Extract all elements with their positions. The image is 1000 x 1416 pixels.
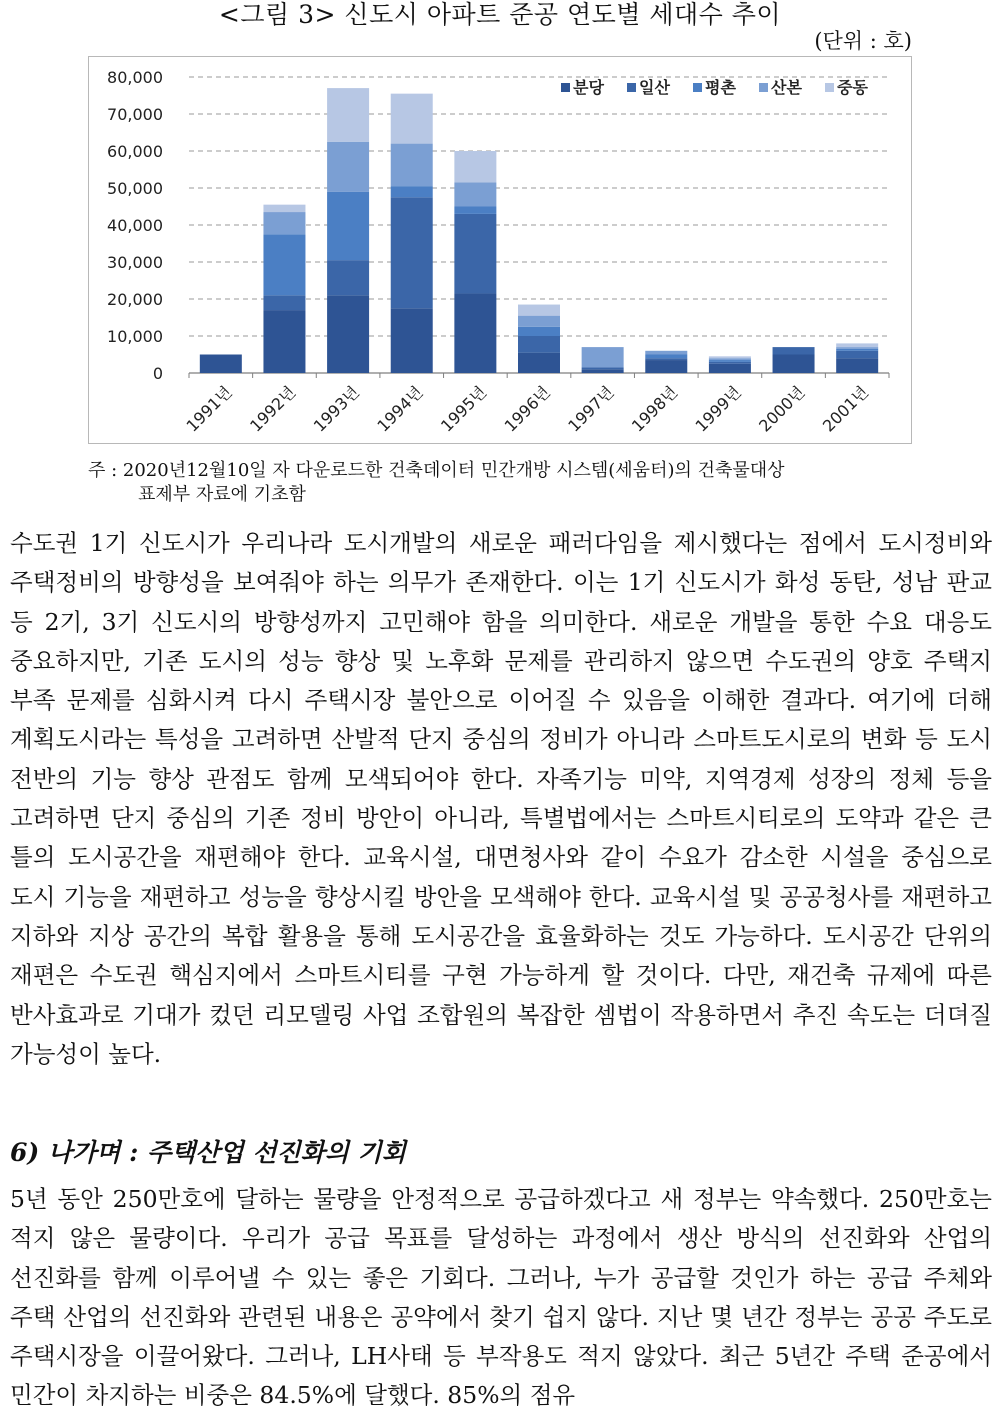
bar-segment-산본 (454, 182, 496, 206)
x-tick-label: 1997년 (564, 382, 618, 436)
y-tick-label: 40,000 (107, 216, 163, 235)
legend-label: 산본 (771, 78, 802, 97)
bar-segment-중동 (327, 88, 369, 142)
legend-swatch-평촌 (693, 83, 702, 92)
legend-label: 일산 (639, 78, 670, 97)
legend-swatch-중동 (825, 83, 834, 92)
bar-segment-산본 (709, 358, 751, 360)
x-tick-label: 1994년 (373, 382, 427, 436)
x-tick-label: 1991년 (182, 382, 236, 436)
figure-note-line2: 표제부 자료에 기초함 (138, 484, 306, 505)
bar-segment-평촌 (518, 327, 560, 336)
y-tick-label: 60,000 (107, 142, 163, 161)
legend-swatch-일산 (627, 83, 636, 92)
body-paragraph-1: 수도권 1기 신도시가 우리나라 도시개발의 새로운 패러다임을 제시했다는 점에서 도시정비와 주택정비의 방향성을 보여줘야 하는 의무가 존재한다. 이는 1기 신도시가 화성 동탄, 성남 판교 등 2기, 3기 신도시의 방향성까지 고민해야 함을 의미한다. 새로운 개발을 통한 수요 대응도 중요하지만, 기존 도시의 성능 향상 및 노후화 문제를 관리하지 않으면 수도권의 양호 주택지 부족 문제를 심화시켜 다시 주택시장 불안으로 이어질 수 있음을 이해한 결과다. 여기에 더해 계획도시라는 특성을 고려하면 산발적 단지 중심의 정비가 아니라 스마트도시로의 변화 등 도시 전반의 기능 향상 관점도 함께 모색되어야 한다. 자족기능 미약, 지역경제 성장의 정체 등을 고려하면 단지 중심의 기존 정비 방안이 아니라, 특별법에서는 스마트시티로의 도약과 같은 큰 틀의 도시공간을 재편해야 한다. 교육시설, 대면청사와 같이 수요가 감소한 시설을 중심으로 도시 기능을 재편하고 성능을 향상시킬 방안을 모색해야 한다. 교육시설 및 공공청사를 재편하고 지하와 지상 공간의 복합 활용을 통해 도시공간을 효율화하는 것도 가능하다. 도시공간 단위의 재편은 수도권 핵심지에서 스마트시티를 구현 가능하게 할 것이다. 다만, 재건축 규제에 따른 반사효과로 기대가 컸던 리모델링 사업 조합원의 복잡한 셈법이 작용하면서 추진 속도는 더뎌질 가능성이 높다. (10, 529, 992, 1068)
bar-segment-일산 (454, 214, 496, 294)
figure-unit: (단위 : 호) (814, 29, 912, 53)
legend-swatch-산본 (759, 83, 768, 92)
legend-swatch-분당 (561, 83, 570, 92)
x-tick-label: 1993년 (309, 382, 363, 436)
bar-segment-분당 (709, 364, 751, 373)
bar-segment-분당 (518, 353, 560, 373)
figure-note-line1: 주 : 2020년12월10일 자 다운로드한 건축데이터 민간개방 시스템(세움터)의 건축물대상 (88, 460, 785, 481)
legend-label: 중동 (837, 78, 868, 97)
legend-label: 분당 (573, 78, 604, 97)
bar-segment-분당 (391, 308, 433, 373)
y-tick-label: 30,000 (107, 253, 163, 272)
bar-segment-분당 (582, 369, 624, 373)
y-tick-label: 70,000 (107, 105, 163, 124)
bar-segment-분당 (327, 295, 369, 373)
bar-segment-분당 (773, 355, 815, 374)
bar-segment-일산 (518, 336, 560, 353)
bar-segment-일산 (582, 367, 624, 369)
x-tick-label: 1996년 (500, 382, 554, 436)
bar-segment-산본 (327, 142, 369, 192)
bar-segment-산본 (518, 316, 560, 327)
bar-segment-일산 (709, 362, 751, 364)
figure-note (88, 459, 968, 507)
bar-segment-분당 (836, 358, 878, 373)
bar-segment-평촌 (327, 192, 369, 260)
x-tick-label: 1992년 (246, 382, 300, 436)
bar-segment-일산 (645, 358, 687, 360)
body-paragraph-2: 5년 동안 250만호에 달하는 물량을 안정적으로 공급하겠다고 새 정부는 약속했다. 250만호는 적지 않은 물량이다. 우리가 공급 목표를 달성하는 과정에서 생산 방식의 선진화와 산업의 선진화를 함께 이루어낼 수 있는 좋은 기회다. 그러나, 누가 공급할 것인가 하는 공급 주체와 주택 산업의 선진화와 관련된 내용은 공약에서 찾기 쉽지 않다. 지난 몇 년간 정부는 공공 주도로 주택시장을 이끌어왔다. 그러나, LH사태 등 부작용도 적지 않았다. 최근 5년간 주택 준공에서 민간이 차지하는 비중은 84.5%에 달했다. 85%의 점유 (10, 1185, 992, 1410)
bar-segment-평촌 (645, 355, 687, 359)
bar-segment-평촌 (836, 349, 878, 351)
bar-segment-분당 (200, 355, 242, 374)
bar-segment-중동 (709, 356, 751, 358)
bar-segment-분당 (263, 310, 305, 373)
bar-segment-일산 (773, 347, 815, 354)
y-tick-label: 20,000 (107, 290, 163, 309)
x-tick-label: 2001년 (818, 382, 873, 436)
y-tick-label: 80,000 (107, 68, 163, 87)
x-tick-label: 2000년 (755, 382, 809, 436)
bar-segment-일산 (263, 295, 305, 310)
bar-segment-산본 (645, 351, 687, 355)
bar-segment-평촌 (263, 234, 305, 295)
bar-segment-산본 (836, 347, 878, 349)
bar-segment-중동 (263, 205, 305, 212)
bar-segment-분당 (454, 293, 496, 373)
bar-segment-평촌 (391, 186, 433, 197)
bar-segment-평촌 (709, 360, 751, 362)
bar-segment-중동 (454, 151, 496, 182)
chart-frame (88, 56, 912, 444)
stacked-bar-chart (89, 57, 911, 443)
bar-segment-일산 (836, 351, 878, 358)
bar-segment-분당 (645, 360, 687, 373)
y-tick-label: 0 (152, 364, 163, 383)
bar-segment-일산 (327, 260, 369, 295)
bar-segment-중동 (836, 343, 878, 347)
section-heading: 6) 나가며 : 주택산업 선진화의 기회 (10, 1138, 406, 1167)
x-tick-label: 1995년 (437, 382, 491, 436)
bar-segment-평촌 (454, 207, 496, 214)
bar-segment-산본 (391, 144, 433, 187)
y-tick-label: 50,000 (107, 179, 163, 198)
figure-title: <그림 3> 신도시 아파트 준공 연도별 세대수 추이 (218, 0, 782, 29)
x-tick-label: 1999년 (691, 382, 745, 436)
bar-segment-중동 (518, 305, 560, 316)
bar-segment-산본 (263, 212, 305, 234)
bar-segment-일산 (391, 197, 433, 308)
legend-label: 평촌 (705, 78, 736, 97)
bar-segment-중동 (391, 94, 433, 144)
x-tick-label: 1998년 (627, 382, 682, 436)
bar-segment-산본 (582, 347, 624, 367)
y-tick-label: 10,000 (107, 327, 163, 346)
